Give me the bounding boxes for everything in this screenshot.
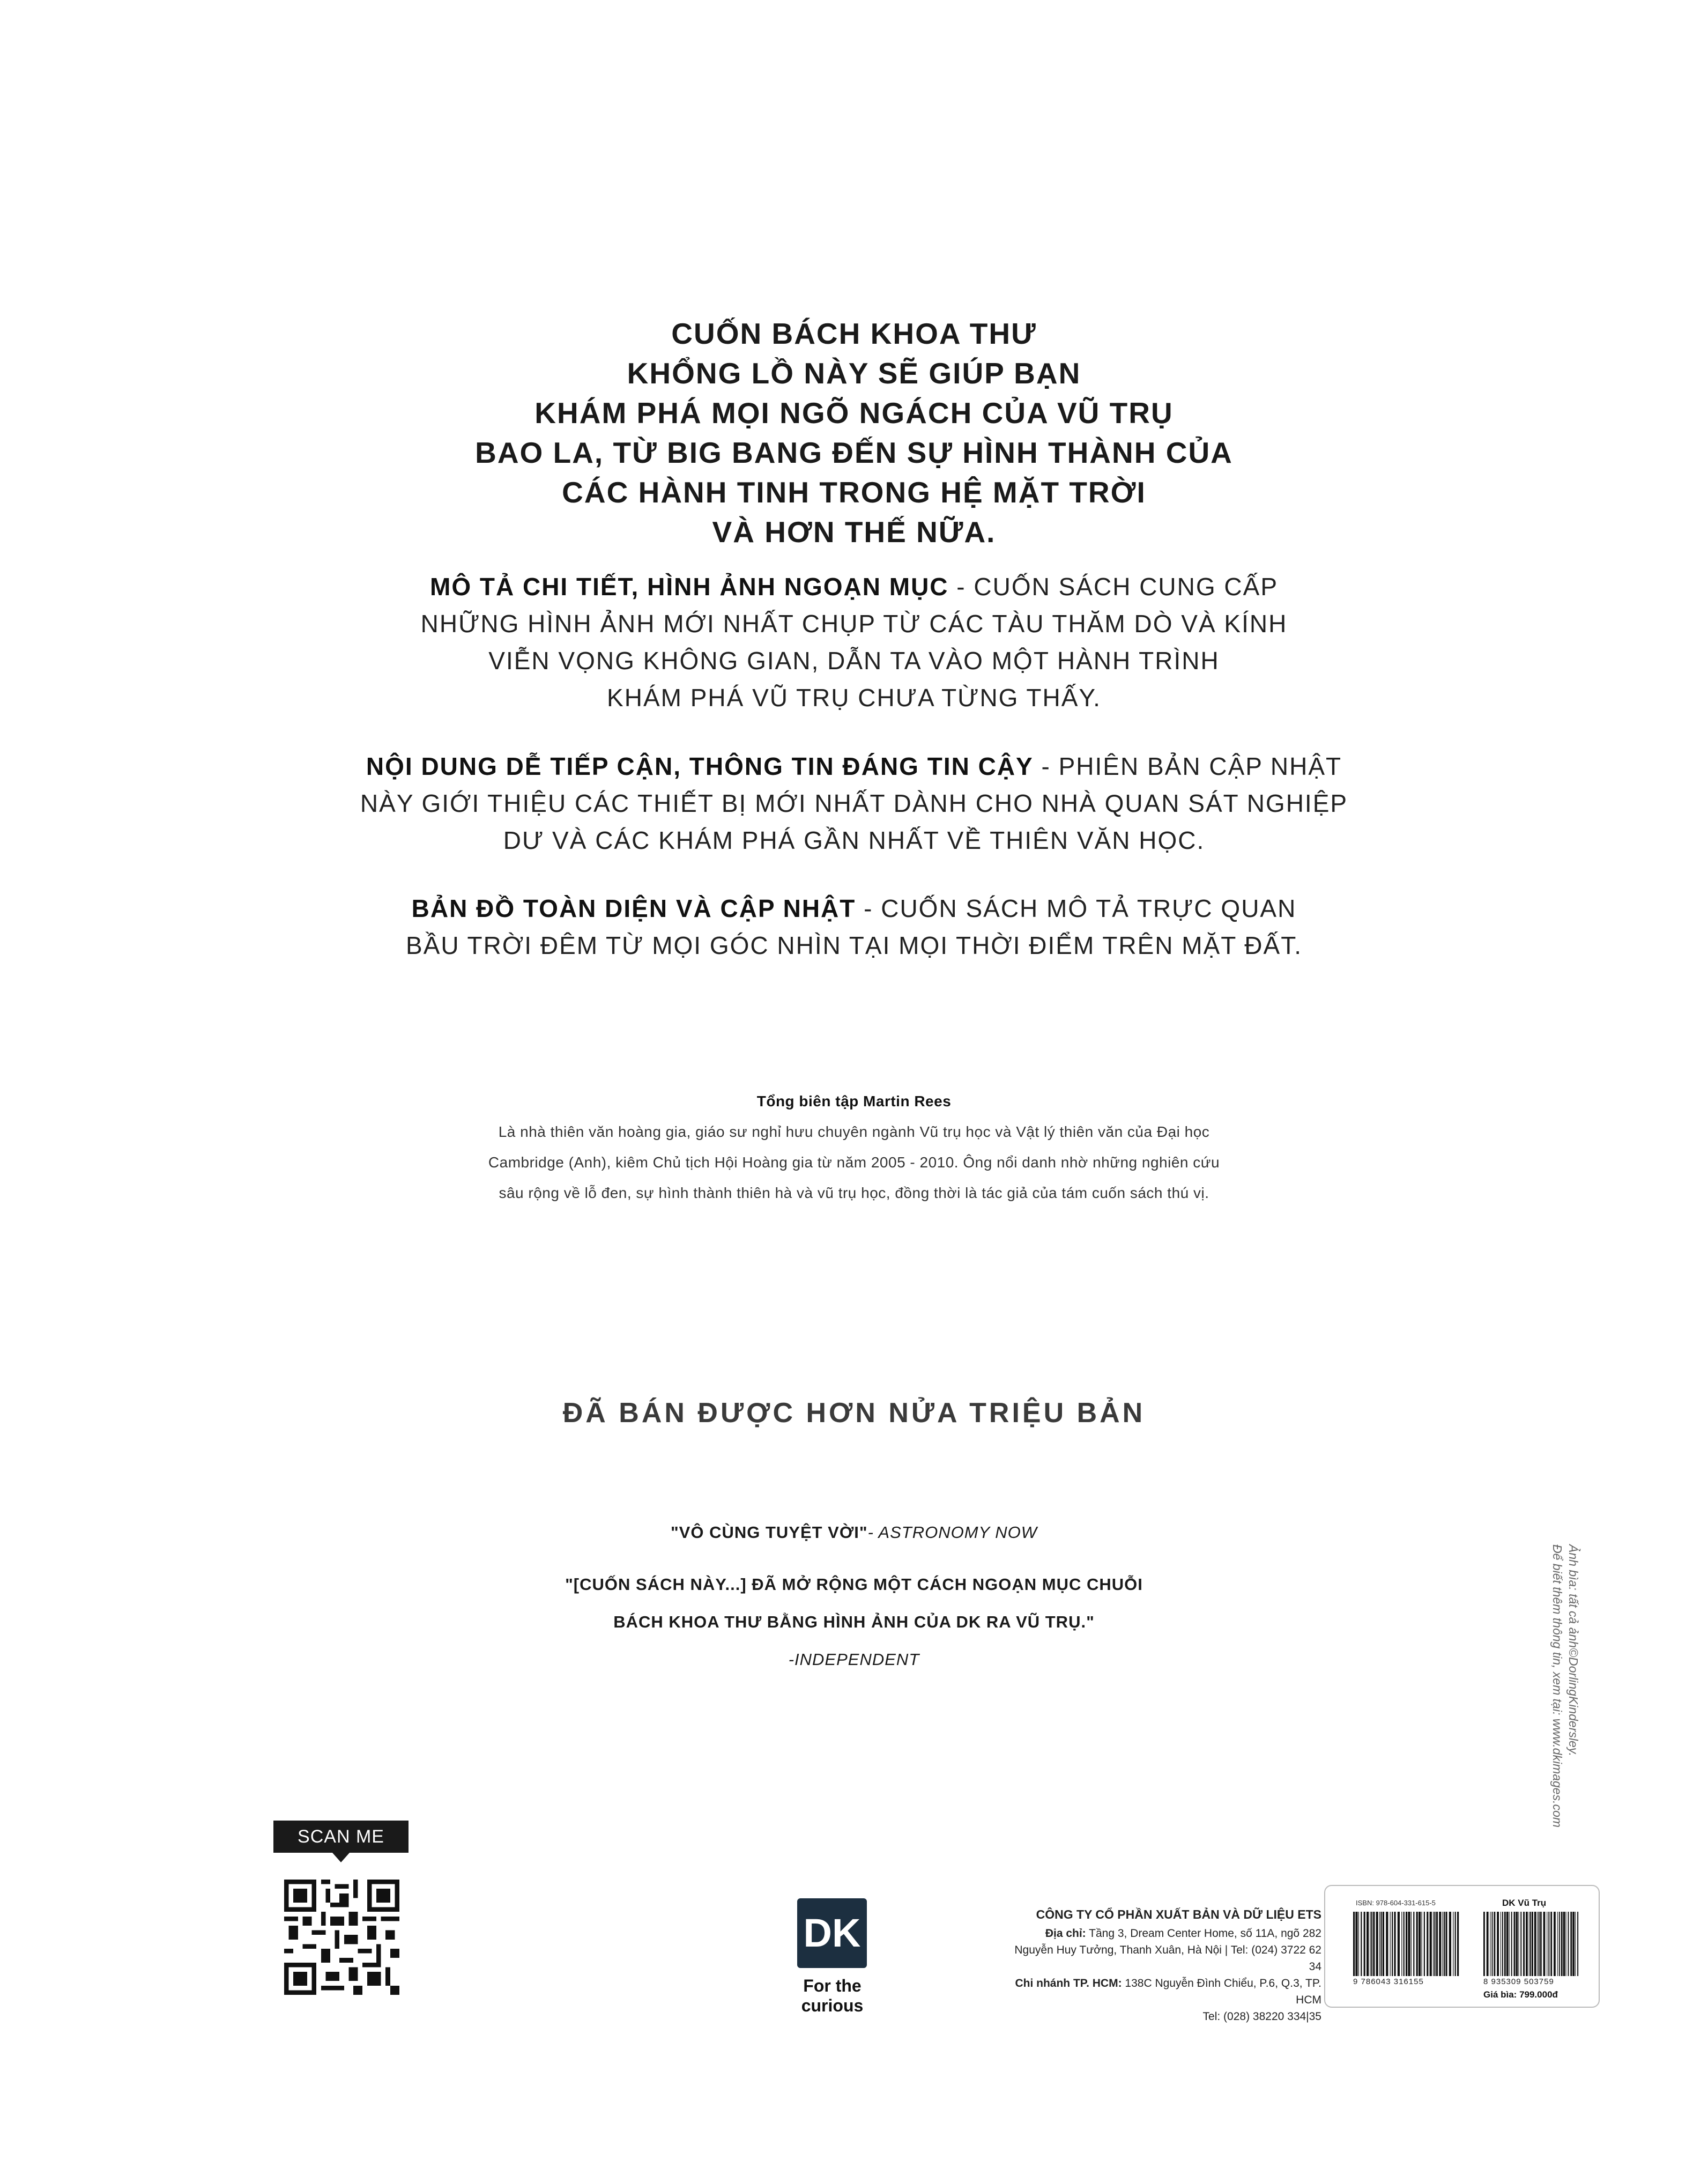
isbn-number: 9 786043 316155 [1353,1977,1424,1986]
headline-line: KHỔNG LỒ NÀY SẼ GIÚP BẠN [627,357,1081,390]
barcode-bar [1433,1912,1434,1976]
barcode-bar [1373,1912,1375,1976]
address-text: Nguyễn Huy Tưởng, Thanh Xuân, Hà Nội | Tel: (024) 3722 62 34 [1014,1944,1321,1973]
barcode-bar [1523,1912,1525,1976]
barcode-bar [1361,1912,1362,1976]
editor-bio-line: Là nhà thiên văn hoàng gia, giáo sư nghỉ hưu chuyên ngành Vũ trụ học và Vật lý thiên văn của Đại học [498,1123,1210,1140]
barcode-bar [1403,1912,1405,1976]
barcode-bar [1457,1912,1459,1976]
barcode-bar [1455,1912,1456,1976]
feature-text: NHỮNG HÌNH ẢNH MỚI NHẤT CHỤP TỪ CÁC TÀU THĂM DÒ VÀ KÍNH [420,610,1288,638]
quote-text: "VÔ CÙNG TUYỆT VỜI" [670,1523,868,1542]
barcode-bar [1390,1912,1391,1976]
image-credit [1549,1544,1581,1845]
barcode-bar [1380,1912,1382,1976]
branch-text: Tel: (028) 38220 334|35 [1202,2010,1321,2023]
quote-source: - ASTRONOMY NOW [867,1523,1038,1542]
barcode-bar [1436,1912,1438,1976]
barcode-bar [1371,1912,1372,1976]
feature-heading: MÔ TẢ CHI TIẾT, HÌNH ẢNH NGOẠN MỤC [430,573,949,601]
barcode-bar [1563,1912,1565,1976]
barcode-bar [1550,1912,1552,1976]
barcode-bar [1449,1912,1451,1976]
dk-logo: DK [797,1898,867,1968]
feature-text: NÀY GIỚI THIỆU CÁC THIẾT BỊ MỚI NHẤT DÀNH CHO NHÀ QUAN SÁT NGHIỆP [360,789,1348,817]
barcode-bar [1532,1912,1533,1976]
branch-label: Chi nhánh TP. HCM: [1015,1977,1122,1989]
barcode-bar [1494,1912,1495,1976]
barcode-bar [1483,1912,1485,1976]
barcode-bar [1497,1912,1499,1976]
quote-source: -INDEPENDENT [788,1650,920,1669]
barcode-bar [1353,1912,1355,1976]
barcode-bar [1530,1912,1531,1976]
qr-code[interactable] [284,1880,399,1995]
barcode-bar [1424,1912,1425,1976]
barcode-box [1324,1885,1600,2008]
barcode-bar [1434,1912,1435,1976]
barcode-bar [1534,1912,1536,1976]
barcode-bar [1376,1912,1378,1976]
address-text: Tầng 3, Dream Center Home, số 11A, ngõ 282 [1086,1927,1321,1940]
barcode-bar [1430,1912,1432,1976]
barcode-bar [1383,1912,1384,1976]
barcode-bar [1394,1912,1395,1976]
barcode-bar [1408,1912,1410,1976]
barcode-bar [1398,1912,1400,1976]
barcode-bar [1572,1912,1575,1976]
editor-title: Tổng biên tập Martin Rees [756,1093,952,1109]
barcode-bar [1419,1912,1421,1976]
barcode-bar [1539,1912,1540,1976]
barcode-bar [1401,1912,1402,1976]
feature-text: - CUỐN SÁCH CUNG CẤP [948,573,1278,601]
feature-text: DƯ VÀ CÁC KHÁM PHÁ GẦN NHẤT VỀ THIÊN VĂN HỌC. [503,826,1205,854]
feature-heading: BẢN ĐỒ TOÀN DIỆN VÀ CẬP NHẬT [411,894,856,922]
product-barcode [1483,1912,1580,1976]
headline-line: KHÁM PHÁ MỌI NGÕ NGÁCH CỦA VŨ TRỤ [534,396,1174,430]
barcode-bar [1509,1912,1510,1976]
barcode-bar [1445,1912,1447,1976]
barcode-bar [1411,1912,1412,1976]
quote-text: "[CUỐN SÁCH NÀY...] ĐÃ MỞ RỘNG MỘT CÁCH NGOẠN MỤC CHUỖI [565,1575,1143,1594]
barcode-bar [1504,1912,1506,1976]
publisher-info [1002,1906,1321,2025]
editor-bio-line: Cambridge (Anh), kiêm Chủ tịch Hội Hoàng gia từ năm 2005 - 2010. Ông nổi danh nhờ những nghiên cứu [488,1154,1220,1171]
headline-line: CÁC HÀNH TINH TRONG HỆ MẶT TRỜI [562,476,1146,509]
barcode-bar [1355,1912,1357,1976]
credit-line: Ảnh bìa: tất cả ảnh©DorlingKindersley. [1566,1544,1580,1756]
review-quote [0,1566,1708,1678]
barcode-bar [1427,1912,1428,1976]
feature-text: VIỄN VỌNG KHÔNG GIAN, DẪN TA VÀO MỘT HÀNH TRÌNH [488,647,1220,675]
headline [0,314,1708,552]
barcode-bar [1502,1912,1503,1976]
barcode-bar [1577,1912,1578,1976]
barcode-bar [1570,1912,1572,1976]
barcode-bar [1543,1912,1546,1976]
barcode-bar [1540,1912,1542,1976]
headline-line: VÀ HƠN THẾ NỮA. [712,515,996,549]
barcode-bar [1516,1912,1518,1976]
editor-bio [0,1086,1708,1208]
credit-line: Để biết thêm thông tin, xem tại: www.dkimages.com [1550,1544,1564,1828]
publisher-name: CÔNG TY CỔ PHẦN XUẤT BẢN VÀ DỮ LIỆU ETS [1036,1907,1321,1921]
barcode-bar [1406,1912,1407,1976]
quote-text: BÁCH KHOA THƯ BẰNG HÌNH ẢNH CỦA DK RA VŨ TRỤ." [613,1612,1095,1631]
barcode-bar [1520,1912,1521,1976]
barcode-bar [1568,1912,1569,1976]
feature-text: - CUỐN SÁCH MÔ TẢ TRỰC QUAN [856,894,1297,922]
address-label: Địa chỉ: [1045,1927,1086,1940]
barcode-bar [1392,1912,1393,1976]
isbn-barcode [1353,1912,1460,1976]
headline-line: CUỐN BÁCH KHOA THƯ [671,317,1037,350]
barcode-bar [1491,1912,1492,1976]
barcode-bar [1416,1912,1418,1976]
scan-me-label: SCAN ME [273,1821,409,1853]
editor-bio-line: sâu rộng về lỗ đen, sự hình thành thiên hà và vũ trụ học, đồng thời là tác giả của tám cuốn sách thú vị. [499,1185,1209,1201]
barcode-bar [1548,1912,1549,1976]
feature-text: - PHIÊN BẢN CẬP NHẬT [1033,752,1342,780]
barcode-bar [1557,1912,1558,1976]
feature-paragraph [0,568,1708,716]
branch-text: 138C Nguyễn Đình Chiểu, P.6, Q.3, TP. HCM [1122,1977,1321,2006]
price-label: Giá bìa: 799.000đ [1483,1989,1558,2000]
barcode-bar [1526,1912,1528,1976]
barcode-bar [1561,1912,1563,1976]
feature-paragraph [0,748,1708,859]
review-quote [0,1514,1708,1551]
feature-text: KHÁM PHÁ VŨ TRỤ CHƯA TỪNG THẤY. [607,684,1101,712]
barcode-bar [1439,1912,1441,1976]
barcode-bar [1511,1912,1512,1976]
headline-line: BAO LA, TỪ BIG BANG ĐẾN SỰ HÌNH THÀNH CỦA [475,436,1233,469]
barcode-bar [1386,1912,1388,1976]
barcode-bar [1518,1912,1519,1976]
barcode-bar [1364,1912,1365,1976]
barcode-bar [1559,1912,1560,1976]
barcode-bar [1444,1912,1445,1976]
feature-text: BẦU TRỜI ĐÊM TỪ MỌI GÓC NHÌN TẠI MỌI THỜI ĐIỂM TRÊN MẶT ĐẤT. [406,931,1302,959]
barcode-bar [1358,1912,1359,1976]
barcode-bar [1379,1912,1380,1976]
barcode-bar [1487,1912,1489,1976]
barcode-bar [1506,1912,1509,1976]
barcode-bar [1421,1912,1422,1976]
barcode-bar [1514,1912,1516,1976]
product-number: 8 935309 503759 [1483,1977,1554,1986]
logo-tagline: For the curious [801,1976,864,2015]
feature-paragraph [0,890,1708,964]
book-name: DK Vũ Trụ [1502,1898,1547,1908]
feature-heading: NỘI DUNG DỄ TIẾP CẬN, THÔNG TIN ĐÁNG TIN CẬY [366,752,1034,780]
isbn-label: ISBN: 978-604-331-615-5 [1356,1899,1436,1907]
sales-banner: ĐÃ BÁN ĐƯỢC HƠN NỬA TRIỆU BẢN [562,1397,1146,1429]
barcode-bar [1554,1912,1556,1976]
barcode-bar [1575,1912,1576,1976]
barcode-bar [1413,1912,1414,1976]
barcode-bar [1367,1912,1369,1976]
